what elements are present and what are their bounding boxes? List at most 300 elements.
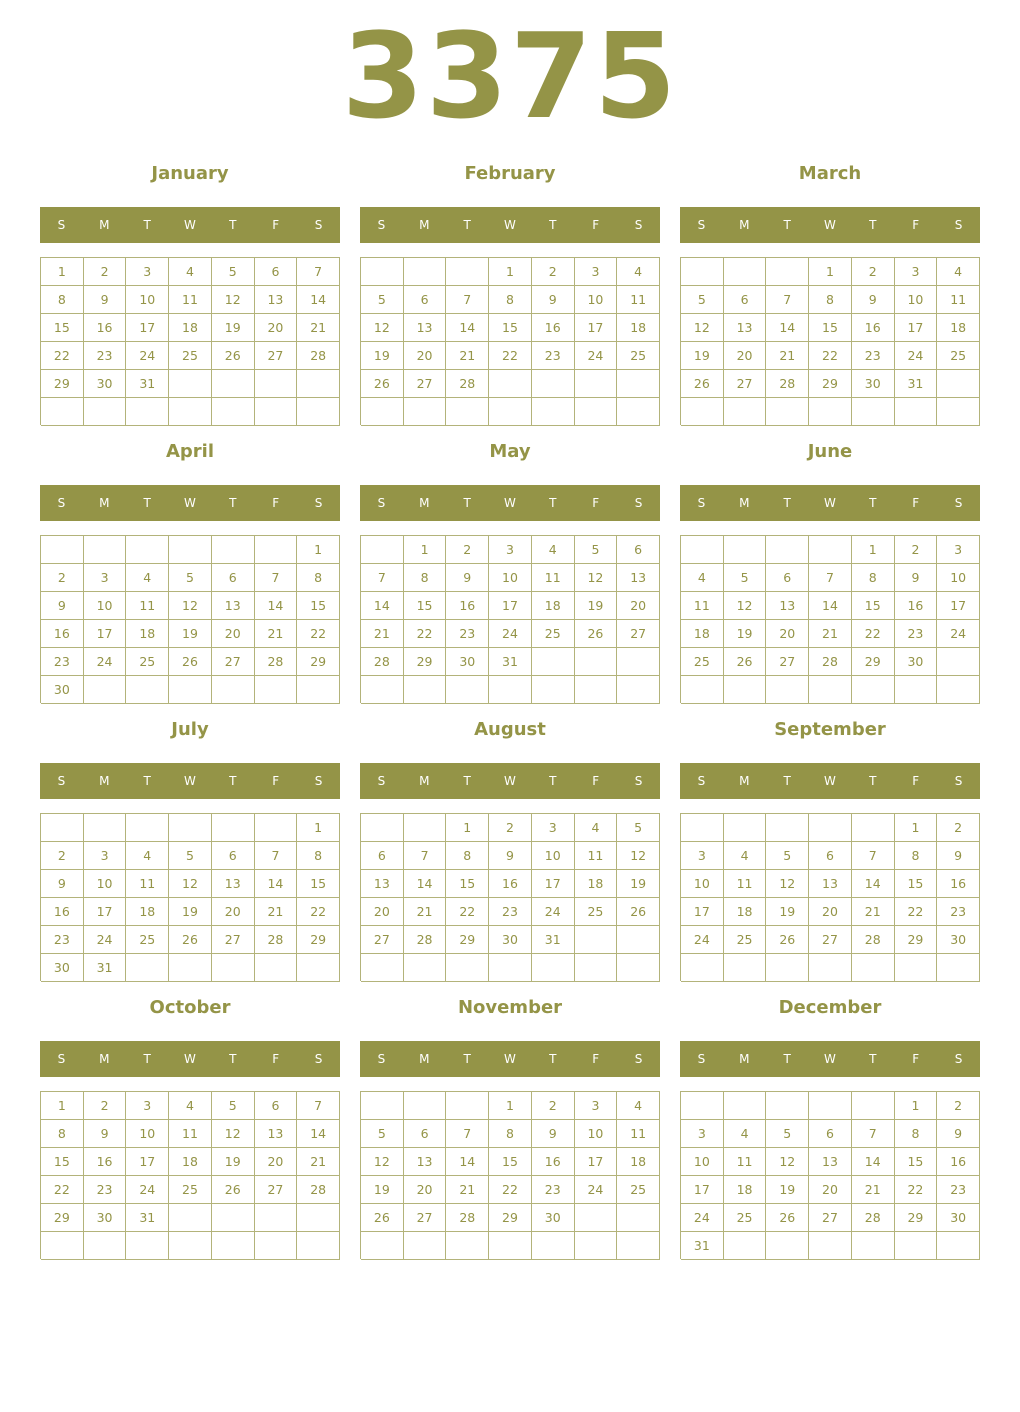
- day-cell: 28: [255, 926, 298, 954]
- day-cell: 18: [724, 898, 767, 926]
- day-cell: 25: [169, 342, 212, 370]
- day-cell: 15: [41, 314, 84, 342]
- day-cell: [937, 954, 980, 982]
- month-name: April: [165, 441, 215, 462]
- day-cell: 25: [532, 620, 575, 648]
- day-cell: [724, 1232, 767, 1260]
- day-cell: 29: [489, 1204, 532, 1232]
- day-cell: 9: [41, 870, 84, 898]
- weekday-label: T: [783, 774, 791, 788]
- day-cell: [446, 1092, 489, 1120]
- day-cell: [895, 398, 938, 426]
- weekday-label: M: [419, 1052, 430, 1066]
- weekday-label: M: [419, 774, 430, 788]
- day-cell: 8: [41, 1120, 84, 1148]
- day-cell: 24: [126, 1176, 169, 1204]
- day-cell: [532, 954, 575, 982]
- day-cell: [895, 676, 938, 704]
- weekday-label: T: [869, 774, 877, 788]
- day-cell: 29: [895, 926, 938, 954]
- day-cell: 10: [532, 842, 575, 870]
- weekday-label: F: [912, 774, 920, 788]
- day-cell: 5: [575, 536, 618, 564]
- day-cell: 17: [84, 620, 127, 648]
- day-cell: 12: [681, 314, 724, 342]
- weekday-header: [360, 763, 660, 799]
- day-cell: 1: [41, 1092, 84, 1120]
- day-cell: 4: [169, 1092, 212, 1120]
- day-cell: 21: [766, 342, 809, 370]
- day-cell: 9: [937, 1120, 980, 1148]
- day-cell: 4: [724, 842, 767, 870]
- day-cell: [937, 648, 980, 676]
- day-cell: [169, 1204, 212, 1232]
- day-cell: 27: [212, 648, 255, 676]
- day-cell: [212, 676, 255, 704]
- month-december: [680, 986, 980, 1253]
- day-cell: [575, 926, 618, 954]
- day-cell: [404, 954, 447, 982]
- day-cell: 4: [126, 564, 169, 592]
- weekday-label: M: [99, 218, 110, 232]
- month-july: [40, 708, 340, 975]
- day-cell: 2: [852, 258, 895, 286]
- day-cell: 12: [766, 870, 809, 898]
- day-cell: [169, 370, 212, 398]
- day-cell: 14: [446, 314, 489, 342]
- day-cell: 17: [126, 314, 169, 342]
- day-cell: [255, 370, 298, 398]
- month-name: December: [778, 997, 882, 1018]
- day-cell: 1: [489, 258, 532, 286]
- weekday-label: T: [143, 774, 151, 788]
- day-cell: 4: [617, 1092, 660, 1120]
- day-cell: 26: [169, 648, 212, 676]
- month-march: [680, 152, 980, 416]
- day-cell: [532, 398, 575, 426]
- month-name: May: [489, 441, 531, 462]
- weekday-label: T: [229, 218, 237, 232]
- day-cell: [212, 1232, 255, 1260]
- day-cell: [575, 648, 618, 676]
- day-cell: 16: [937, 1148, 980, 1176]
- day-cell: 15: [852, 592, 895, 620]
- day-cell: 8: [41, 286, 84, 314]
- day-cell: [937, 398, 980, 426]
- day-cell: 10: [681, 1148, 724, 1176]
- day-cell: 1: [404, 536, 447, 564]
- month-november: [360, 986, 660, 1250]
- weekday-label: S: [954, 774, 963, 788]
- day-cell: [681, 536, 724, 564]
- day-cell: 28: [255, 648, 298, 676]
- day-cell: [489, 370, 532, 398]
- day-cell: [169, 1232, 212, 1260]
- day-cell: [895, 954, 938, 982]
- weekday-label: S: [377, 774, 386, 788]
- day-cell: 9: [41, 592, 84, 620]
- day-cell: [809, 954, 852, 982]
- day-cell: 29: [297, 926, 340, 954]
- day-cell: 9: [937, 842, 980, 870]
- day-cell: 20: [766, 620, 809, 648]
- day-cell: 27: [809, 926, 852, 954]
- day-cell: [404, 1232, 447, 1260]
- day-cell: 7: [809, 564, 852, 592]
- weekday-label: S: [634, 1052, 643, 1066]
- day-cell: 12: [169, 870, 212, 898]
- day-cell: [404, 258, 447, 286]
- day-cell: 25: [937, 342, 980, 370]
- day-cell: 29: [41, 370, 84, 398]
- day-cell: [297, 398, 340, 426]
- day-cell: [489, 398, 532, 426]
- weekday-label: T: [783, 496, 791, 510]
- day-cell: 12: [169, 592, 212, 620]
- day-cell: [489, 954, 532, 982]
- day-cell: [212, 398, 255, 426]
- day-cell: 11: [575, 842, 618, 870]
- day-cell: 11: [681, 592, 724, 620]
- day-cell: [617, 1204, 660, 1232]
- day-cell: 9: [532, 286, 575, 314]
- weekday-label: M: [739, 774, 750, 788]
- weekday-label: T: [869, 1052, 877, 1066]
- day-cell: 8: [809, 286, 852, 314]
- day-cell: 6: [404, 286, 447, 314]
- day-cell: [937, 1232, 980, 1260]
- weekday-label: F: [592, 774, 600, 788]
- day-cell: 13: [212, 870, 255, 898]
- day-cell: [532, 1232, 575, 1260]
- months-grid: [40, 152, 980, 1253]
- weekday-label: S: [314, 774, 323, 788]
- day-cell: [297, 676, 340, 704]
- day-cell: [446, 258, 489, 286]
- year-title: 3375: [341, 7, 679, 145]
- day-cell: [895, 1232, 938, 1260]
- day-cell: 17: [532, 870, 575, 898]
- day-cell: [766, 536, 809, 564]
- day-cell: [84, 814, 127, 842]
- day-cell: 21: [852, 1176, 895, 1204]
- day-cell: 6: [212, 564, 255, 592]
- day-cell: [446, 954, 489, 982]
- day-cell: 22: [404, 620, 447, 648]
- day-cell: 6: [404, 1120, 447, 1148]
- day-cell: 27: [766, 648, 809, 676]
- day-cell: 26: [361, 1204, 404, 1232]
- day-cell: [255, 954, 298, 982]
- day-grid: [680, 535, 980, 703]
- day-cell: 13: [404, 1148, 447, 1176]
- weekday-label: T: [463, 218, 471, 232]
- day-cell: [766, 1092, 809, 1120]
- day-cell: 4: [575, 814, 618, 842]
- day-cell: 26: [724, 648, 767, 676]
- weekday-label: F: [272, 218, 280, 232]
- day-cell: 2: [84, 1092, 127, 1120]
- day-cell: [575, 1232, 618, 1260]
- day-cell: 21: [297, 1148, 340, 1176]
- day-cell: 7: [852, 1120, 895, 1148]
- day-grid: [40, 813, 340, 981]
- weekday-label: F: [272, 774, 280, 788]
- day-cell: 14: [361, 592, 404, 620]
- weekday-header: [40, 763, 340, 799]
- day-cell: 13: [255, 286, 298, 314]
- weekday-label: T: [463, 774, 471, 788]
- day-cell: [169, 536, 212, 564]
- day-cell: 21: [255, 898, 298, 926]
- day-cell: 5: [212, 1092, 255, 1120]
- day-cell: [852, 1232, 895, 1260]
- day-cell: [724, 536, 767, 564]
- day-cell: 7: [361, 564, 404, 592]
- day-cell: 19: [617, 870, 660, 898]
- day-cell: 13: [404, 314, 447, 342]
- day-cell: 31: [895, 370, 938, 398]
- day-cell: 7: [446, 286, 489, 314]
- weekday-label: F: [272, 1052, 280, 1066]
- day-cell: 28: [809, 648, 852, 676]
- day-cell: 19: [724, 620, 767, 648]
- day-cell: 14: [809, 592, 852, 620]
- day-cell: 7: [446, 1120, 489, 1148]
- day-cell: 17: [126, 1148, 169, 1176]
- day-cell: 13: [361, 870, 404, 898]
- day-cell: [361, 258, 404, 286]
- weekday-label: S: [314, 218, 323, 232]
- weekday-label: W: [184, 774, 196, 788]
- day-cell: 1: [489, 1092, 532, 1120]
- day-cell: [766, 258, 809, 286]
- day-cell: 28: [361, 648, 404, 676]
- day-cell: 17: [895, 314, 938, 342]
- weekday-label: S: [954, 496, 963, 510]
- day-cell: 20: [404, 342, 447, 370]
- day-cell: 8: [895, 1120, 938, 1148]
- day-cell: 21: [809, 620, 852, 648]
- day-cell: [361, 954, 404, 982]
- day-cell: [212, 1204, 255, 1232]
- day-cell: 7: [255, 564, 298, 592]
- day-cell: 22: [895, 1176, 938, 1204]
- day-cell: 19: [361, 342, 404, 370]
- day-cell: 10: [895, 286, 938, 314]
- day-cell: 22: [895, 898, 938, 926]
- weekday-header: [360, 485, 660, 521]
- day-cell: [724, 676, 767, 704]
- day-cell: 8: [852, 564, 895, 592]
- day-cell: 18: [724, 1176, 767, 1204]
- day-cell: 6: [809, 842, 852, 870]
- day-cell: 12: [212, 1120, 255, 1148]
- day-cell: 21: [255, 620, 298, 648]
- day-cell: 8: [895, 842, 938, 870]
- weekday-label: T: [783, 218, 791, 232]
- day-cell: 6: [766, 564, 809, 592]
- day-cell: 20: [212, 620, 255, 648]
- day-cell: 12: [212, 286, 255, 314]
- day-cell: 12: [575, 564, 618, 592]
- day-cell: 21: [852, 898, 895, 926]
- day-cell: 2: [489, 814, 532, 842]
- day-cell: 26: [212, 1176, 255, 1204]
- day-cell: 6: [212, 842, 255, 870]
- day-cell: 29: [446, 926, 489, 954]
- month-february: [360, 152, 660, 416]
- weekday-label: W: [824, 218, 836, 232]
- day-cell: 2: [937, 1092, 980, 1120]
- day-cell: 2: [937, 814, 980, 842]
- day-cell: 15: [404, 592, 447, 620]
- day-cell: 7: [255, 842, 298, 870]
- day-cell: 10: [84, 592, 127, 620]
- day-cell: [617, 954, 660, 982]
- day-cell: 11: [126, 592, 169, 620]
- day-grid: [40, 1091, 340, 1259]
- day-cell: 5: [724, 564, 767, 592]
- day-cell: 1: [895, 814, 938, 842]
- weekday-label: S: [377, 1052, 386, 1066]
- day-cell: 4: [532, 536, 575, 564]
- day-cell: 11: [617, 286, 660, 314]
- day-cell: 16: [489, 870, 532, 898]
- day-cell: [446, 676, 489, 704]
- day-cell: [852, 814, 895, 842]
- day-cell: 9: [532, 1120, 575, 1148]
- day-cell: 4: [937, 258, 980, 286]
- day-cell: 23: [532, 1176, 575, 1204]
- day-cell: 20: [809, 898, 852, 926]
- weekday-label: S: [377, 496, 386, 510]
- weekday-header: [680, 485, 980, 521]
- day-cell: [84, 398, 127, 426]
- weekday-label: M: [419, 218, 430, 232]
- day-cell: 19: [681, 342, 724, 370]
- day-cell: [681, 398, 724, 426]
- day-cell: 11: [617, 1120, 660, 1148]
- day-grid: [360, 257, 660, 425]
- day-cell: 12: [766, 1148, 809, 1176]
- day-cell: [575, 370, 618, 398]
- day-cell: 3: [575, 258, 618, 286]
- day-cell: 7: [852, 842, 895, 870]
- day-cell: [169, 398, 212, 426]
- weekday-header: [360, 207, 660, 243]
- day-cell: 14: [255, 870, 298, 898]
- day-cell: 9: [852, 286, 895, 314]
- day-cell: [446, 1232, 489, 1260]
- day-cell: 27: [809, 1204, 852, 1232]
- day-cell: 28: [766, 370, 809, 398]
- day-cell: 13: [809, 1148, 852, 1176]
- day-cell: [41, 1232, 84, 1260]
- weekday-label: T: [229, 774, 237, 788]
- day-cell: [404, 814, 447, 842]
- day-cell: 24: [895, 342, 938, 370]
- day-cell: [404, 398, 447, 426]
- month-name: June: [807, 441, 853, 462]
- day-grid: [40, 535, 340, 703]
- month-name: March: [798, 163, 862, 184]
- day-cell: 14: [297, 286, 340, 314]
- day-cell: 23: [852, 342, 895, 370]
- day-cell: 19: [575, 592, 618, 620]
- day-cell: 30: [84, 1204, 127, 1232]
- day-cell: 31: [126, 370, 169, 398]
- day-cell: 26: [575, 620, 618, 648]
- day-cell: [212, 536, 255, 564]
- month-name: February: [464, 163, 556, 184]
- day-cell: 14: [255, 592, 298, 620]
- day-cell: 27: [255, 1176, 298, 1204]
- weekday-label: S: [377, 218, 386, 232]
- day-cell: 21: [404, 898, 447, 926]
- month-name: August: [474, 719, 546, 740]
- day-cell: 15: [41, 1148, 84, 1176]
- day-cell: [724, 1092, 767, 1120]
- day-cell: 24: [489, 620, 532, 648]
- weekday-label: T: [549, 218, 557, 232]
- day-cell: 14: [766, 314, 809, 342]
- day-cell: 25: [126, 926, 169, 954]
- day-cell: 24: [937, 620, 980, 648]
- day-cell: 12: [617, 842, 660, 870]
- day-cell: 19: [766, 898, 809, 926]
- weekday-header: [40, 1041, 340, 1077]
- day-cell: 16: [84, 1148, 127, 1176]
- day-cell: [575, 676, 618, 704]
- day-cell: 6: [255, 1092, 298, 1120]
- weekday-label: T: [229, 1052, 237, 1066]
- month-october: [40, 986, 340, 1250]
- weekday-label: S: [954, 218, 963, 232]
- day-cell: 30: [937, 926, 980, 954]
- day-cell: 11: [169, 1120, 212, 1148]
- day-cell: 9: [446, 564, 489, 592]
- day-cell: [212, 814, 255, 842]
- weekday-label: W: [504, 496, 516, 510]
- weekday-label: T: [549, 774, 557, 788]
- day-cell: 29: [404, 648, 447, 676]
- day-cell: 7: [766, 286, 809, 314]
- day-cell: 22: [297, 620, 340, 648]
- weekday-label: T: [143, 218, 151, 232]
- day-cell: 21: [297, 314, 340, 342]
- weekday-label: W: [184, 496, 196, 510]
- day-cell: [489, 1232, 532, 1260]
- day-cell: 18: [575, 870, 618, 898]
- day-cell: 16: [895, 592, 938, 620]
- day-cell: 22: [489, 342, 532, 370]
- day-cell: 16: [84, 314, 127, 342]
- day-cell: 1: [809, 258, 852, 286]
- day-cell: [297, 1204, 340, 1232]
- weekday-label: F: [272, 496, 280, 510]
- day-cell: 20: [809, 1176, 852, 1204]
- weekday-label: W: [824, 774, 836, 788]
- day-cell: 28: [297, 1176, 340, 1204]
- day-cell: 6: [617, 536, 660, 564]
- day-cell: 10: [937, 564, 980, 592]
- day-cell: 2: [446, 536, 489, 564]
- day-cell: 12: [361, 1148, 404, 1176]
- day-cell: 13: [766, 592, 809, 620]
- day-cell: 8: [489, 286, 532, 314]
- day-cell: 5: [169, 564, 212, 592]
